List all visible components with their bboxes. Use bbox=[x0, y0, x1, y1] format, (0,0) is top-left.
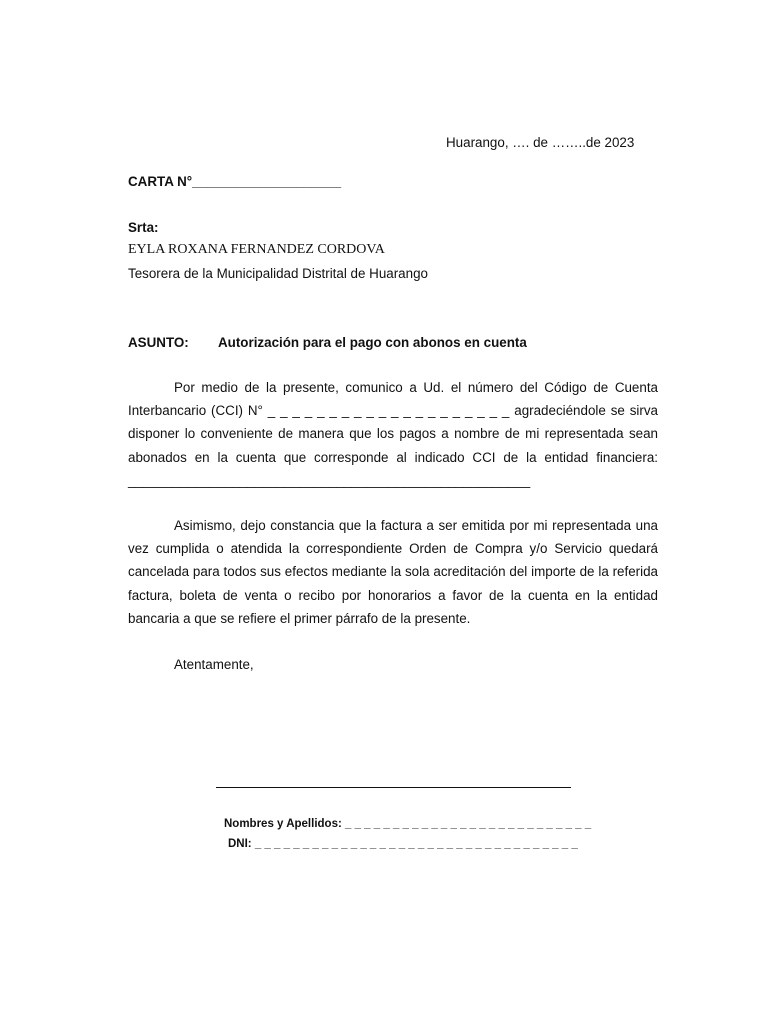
dni-label: DNI: bbox=[228, 838, 252, 850]
subject-label: ASUNTO: bbox=[128, 335, 189, 350]
carta-number bbox=[128, 174, 341, 189]
dni-field bbox=[228, 838, 578, 850]
body-paragraph-2 bbox=[128, 514, 658, 630]
subject-text: Autorización para el pago con abonos en cuenta bbox=[218, 335, 527, 350]
paragraph-2-text: Asimismo, dejo constancia que la factura a ser emitida por mi representada una vez cumplida o atendida la correspondiente Orden de Compra y/o Servicio quedará cancelada para todos sus efectos mediante la sola acreditación del importe de la referida factura, boleta de venta o recibo por honorarios a favor de la cuenta en la entidad bancaria a que se refiere el primer párrafo de la presente. bbox=[128, 518, 658, 626]
closing: Atentamente, bbox=[174, 657, 254, 672]
names-blank: _ _ _ _ _ _ _ _ _ _ _ _ _ _ _ _ _ _ _ _ _ _ _ _ _ _ bbox=[345, 818, 592, 830]
carta-label: CARTA N° bbox=[128, 174, 193, 189]
paragraph-1-text: Por medio de la presente, comunico a Ud. el número del Código de Cuenta Interbancario (CCI) N° _ _ _ _ _ _ _ _ _ _ _ _ _ _ _ _ _ _ _ _ agradeciéndole se sirva disponer lo conveniente de manera que los pagos a nombre de mi representada sean abonados en la cuenta que corresponde al indicado CCI de la entidad financiera: ______________________________________________________ bbox=[128, 380, 658, 488]
names-label: Nombres y Apellidos: bbox=[224, 818, 342, 830]
salutation: Srta: bbox=[128, 220, 159, 235]
names-field bbox=[224, 818, 591, 830]
body-paragraph-1 bbox=[128, 376, 658, 492]
carta-blank: ____________________ bbox=[192, 174, 342, 189]
dni-blank: _ _ _ _ _ _ _ _ _ _ _ _ _ _ _ _ _ _ _ _ _ _ _ _ _ _ _ _ _ _ _ _ _ _ bbox=[254, 838, 578, 850]
recipient-name: EYLA ROXANA FERNANDEZ CORDOVA bbox=[128, 242, 385, 257]
recipient-position: Tesorera de la Municipalidad Distrital de Huarango bbox=[128, 266, 428, 281]
date-line: Huarango, …. de ……..de 2023 bbox=[446, 135, 635, 150]
signature-line bbox=[216, 787, 571, 788]
